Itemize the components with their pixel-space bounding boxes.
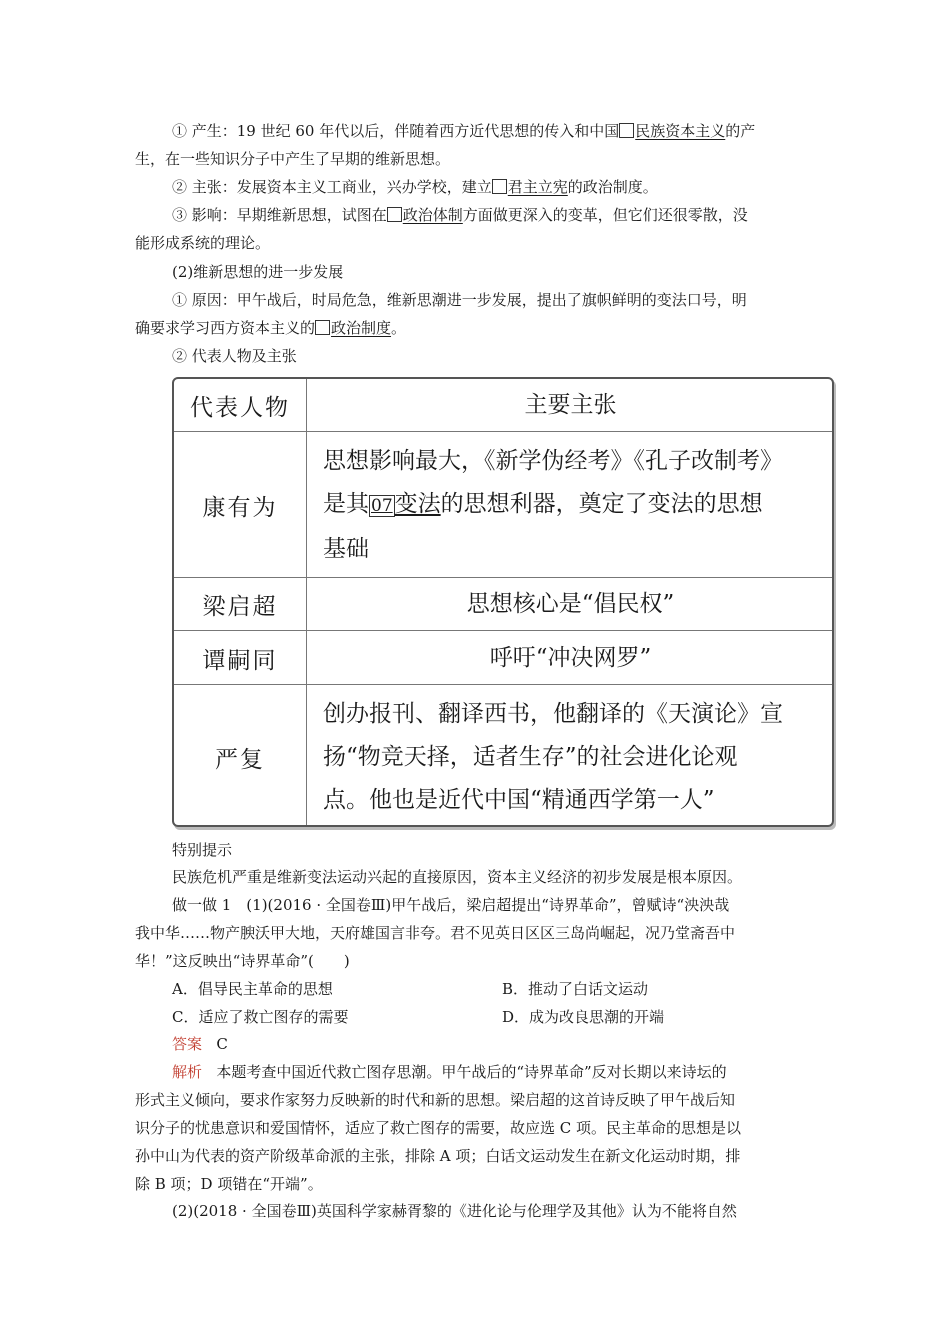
claim-cell: 创办报刊、翻译西书，他翻译的《天演论》宣 扬“物竞天择，适者生存”的社会进化论观 点。他也是近代中国“精通西学第一人” [323,701,783,813]
claim-cell: 思想核心是“倡民权” [466,591,675,617]
text-line: 生，在一些知识分子中产生了早期的维新思想。 [135,150,451,168]
option-d: D．成为改良思潮的开端 [502,1008,665,1026]
text-line: ③ 影响：早期维新思想，试图在 政治体制方面做更深入的变革，但它们还很零散，没 [172,206,748,224]
table-row [174,577,832,631]
header-claim: 主要主张 [524,391,617,418]
question-line: (2)(2018 · 全国卷Ⅲ)英国科学家赫胥黎的《进化论与伦理学及其他》认为不能将自然 [172,1202,737,1220]
answer-label: 答案 [172,1035,203,1053]
table-row [174,431,832,578]
blank-box [387,207,402,222]
answer-value: C [216,1035,228,1053]
person-cell: 康有为 [174,432,307,578]
text-line: ① 原因：甲午战后，时局危急，维新思潮进一步发展，提出了旗帜鲜明的变法口号，明 [172,291,747,309]
option-b: B．推动了白话文运动 [502,980,649,998]
analysis-line: 形式主义倾向，要求作家努力反映新的时代和新的思想。梁启超的这首诗反映了甲午战后知 [135,1091,736,1109]
question-line: 我中华……物产腴沃甲大地，天府雄国言非夸。君不见英日区区三岛尚崛起，况乃堂斋吾中 [135,924,736,942]
claim-cell: 呼吁“冲决网罗” [489,644,652,671]
text-line: 能形成系统的理论。 [135,234,271,252]
table-row [174,630,832,685]
analysis-label: 解析 [172,1063,203,1081]
reformers-table [172,377,834,827]
analysis-line: 孙中山为代表的资产阶级革命派的主张，排除 A 项；白话文运动发生在新文化运动时期，排 [135,1147,741,1165]
table-header-row [174,379,832,431]
answer-line [172,1034,815,1054]
text-line: ② 代表人物及主张 [172,347,297,365]
tip-title: 特别提示 [172,841,233,859]
analysis-line: 解析 本题考查中国近代救亡图存思潮。甲午战后的“诗界革命”反对长期以来诗坛的 [172,1063,727,1081]
person-cell: 谭嗣同 [174,631,307,685]
text-line: ② 主张：发展资本主义工商业，兴办学校，建立 君主立宪的政治制度。 [172,178,658,196]
question-line: 做一做 1 (1)(2016 · 全国卷Ⅲ)甲午战后，梁启超提出“诗界革命”，曾赋诗“泱泱哉 [172,896,730,914]
analysis-line: 除 B 项；D 项错在“开端”。 [135,1175,323,1193]
blank-box [315,320,330,335]
blank-box [619,123,634,138]
text-line: ① 产生：19 世纪 60 年代以后，伴随着西方近代思想的传入和中国 民族资本主义的产 [172,122,756,140]
text-line: 确要求学习西方资本主义的 政治制度。 [135,319,407,337]
option-c: C．适应了救亡图存的需要 [172,1008,349,1026]
table-row [174,684,832,827]
person-cell: 梁启超 [174,578,307,631]
person-cell: 严复 [174,685,307,827]
analysis-line: 识分子的忧患意识和爱国情怀，适应了救亡图存的需要，故应选 C 项。民主革命的思想是以 [135,1119,742,1137]
tip-text: 民族危机严重是维新变法运动兴起的直接原因，资本主义经济的初步发展是根本原因。 [172,868,743,886]
blank-box [492,179,507,194]
section-heading: (2)维新思想的进一步发展 [172,263,344,281]
claim-cell: 思想影响最大，《新学伪经考》《孔子改制考》 是其 07变法的思想利器，奠定了变法的思想 基础 [323,447,783,562]
question-line: 华！”这反映出“诗界革命”( ) [135,952,350,970]
option-a: A．倡导民主革命的思想 [172,980,333,998]
header-person: 代表人物 [174,379,307,431]
